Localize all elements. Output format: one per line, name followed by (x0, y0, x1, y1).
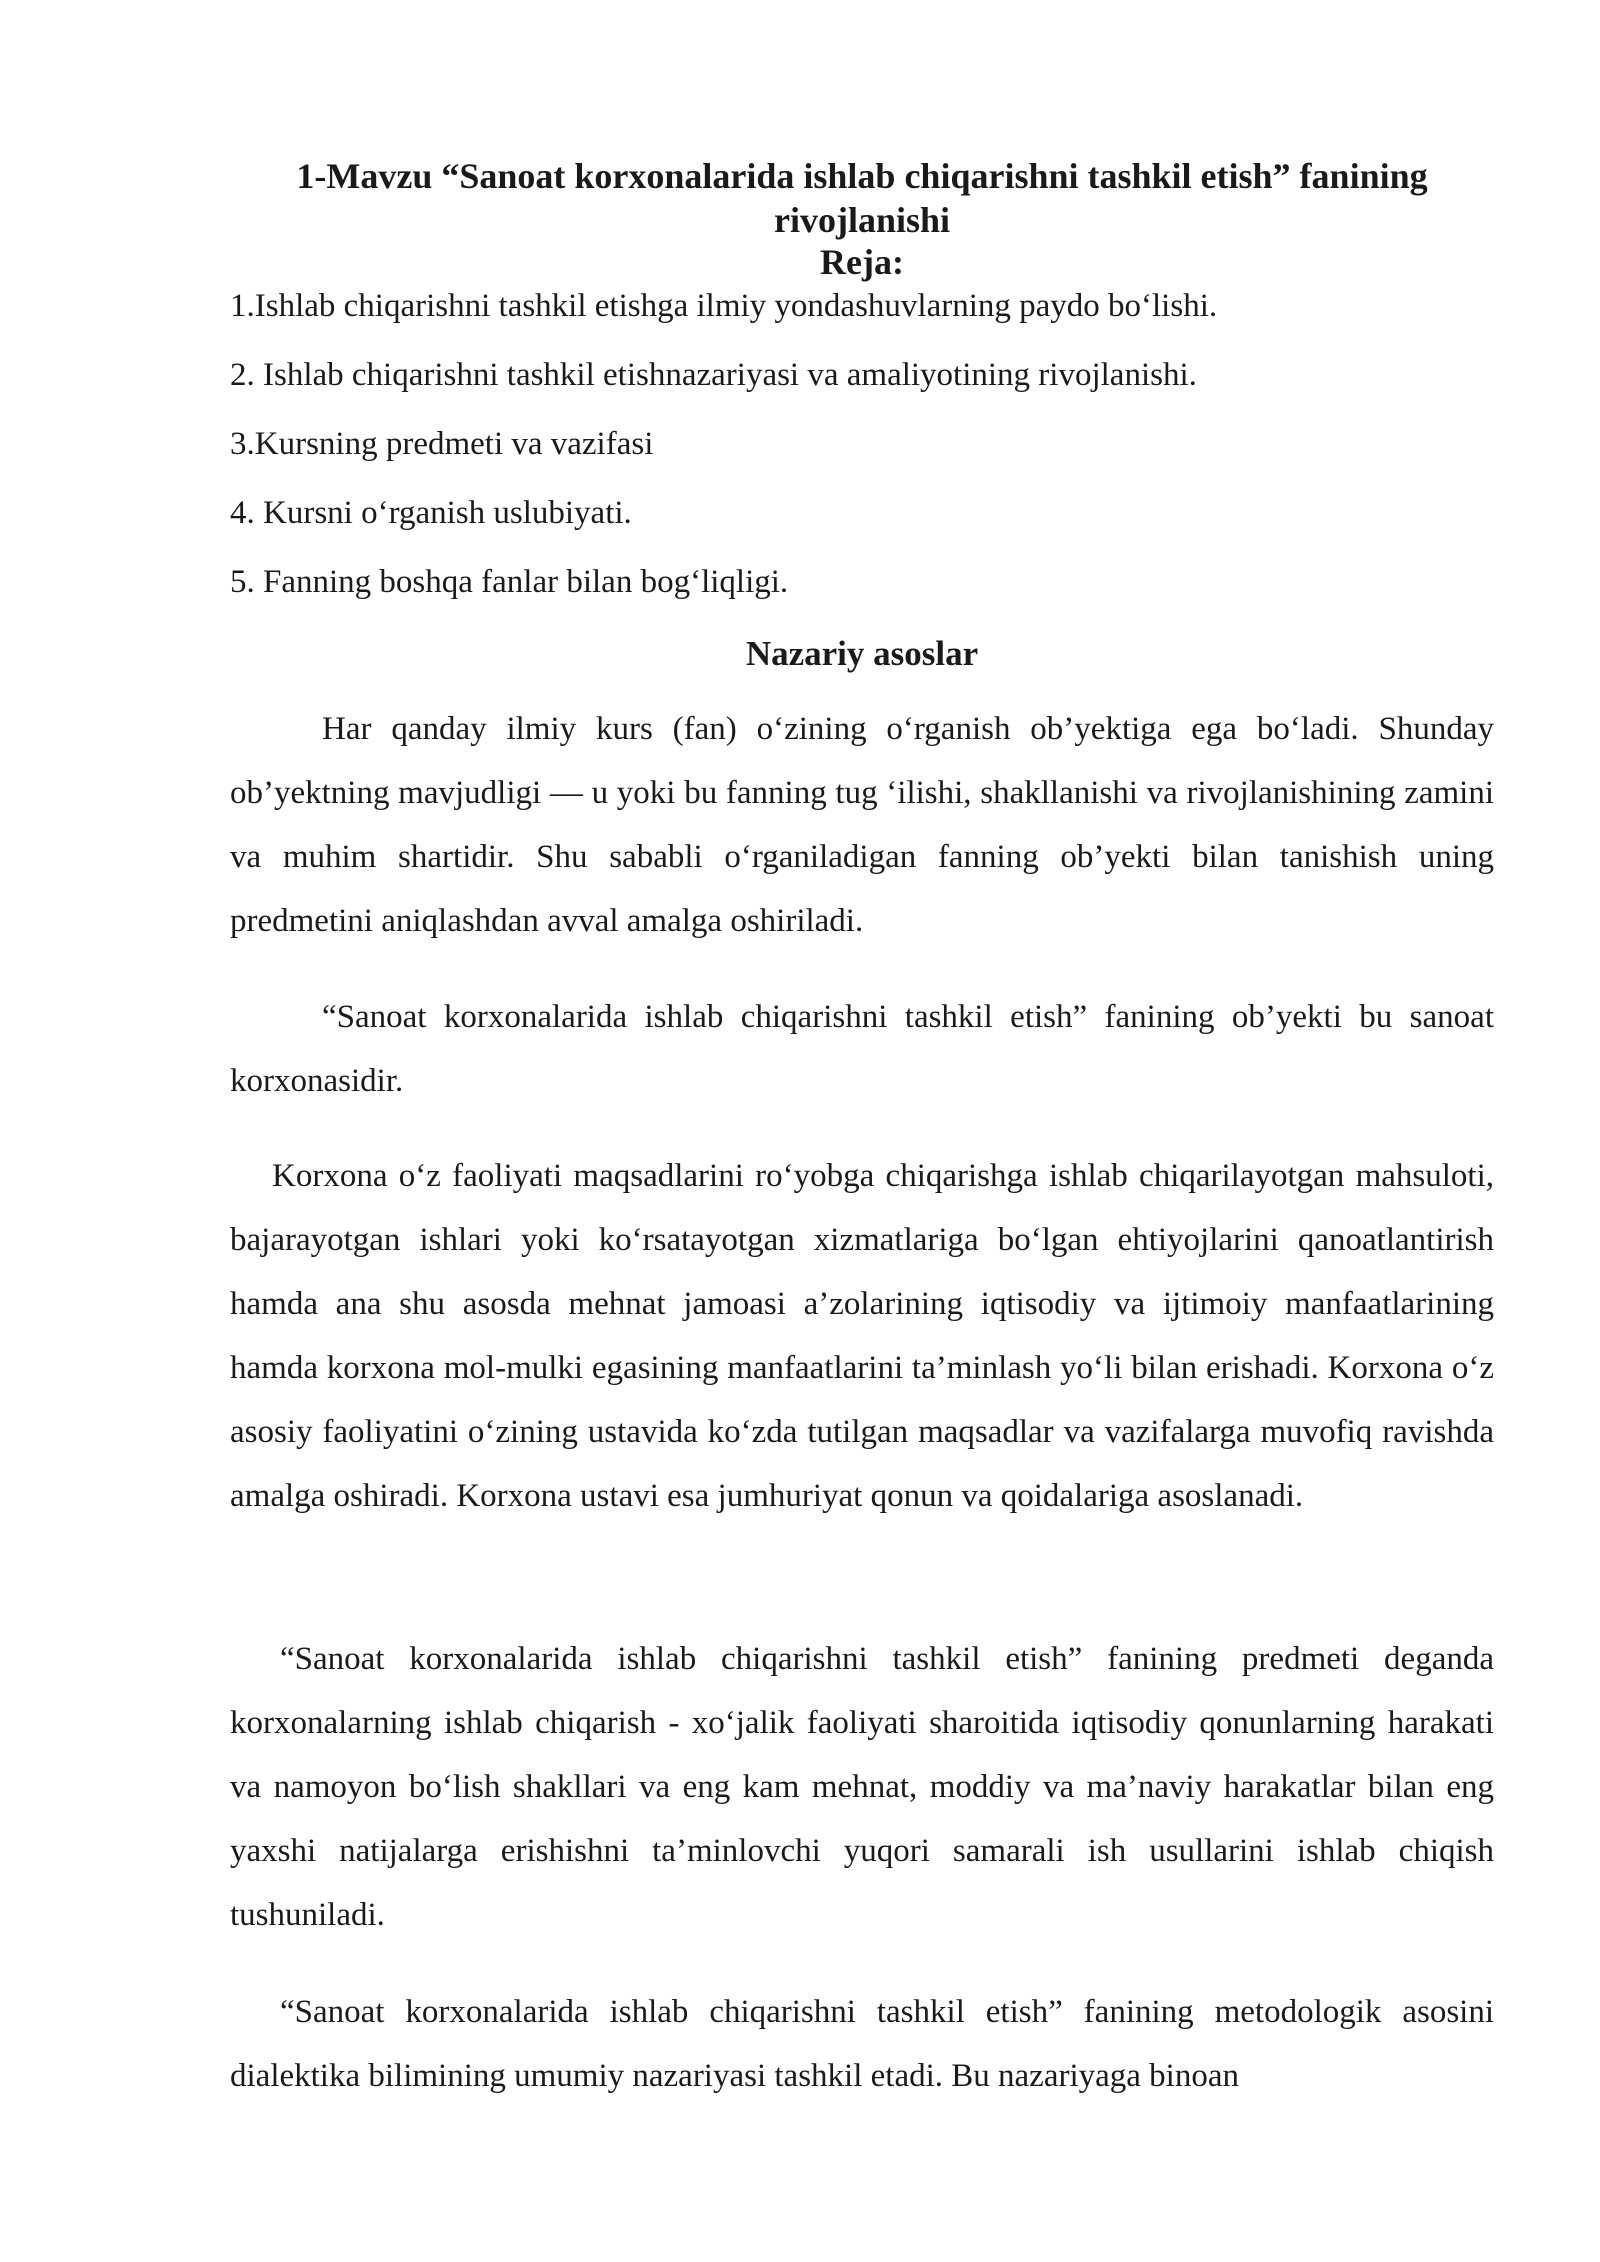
paragraph-5: “Sanoat korxonalarida ishlab chiqarishni tashkil etish” fanining metodologik asosini dialektika bilimining umumiy nazariyasi tashkil etadi. Bu nazariyaga binoan (230, 1994, 1494, 2094)
plan-item-4: 4. Kursni o‘rganish uslubiyati. (230, 495, 632, 531)
paragraph-2: “Sanoat korxonalarida ishlab chiqarishni tashkil etish” fanining ob’yekti bu sanoat korxonasidir. (230, 999, 1494, 1099)
document-title-line-2: rivojlanishi (773, 200, 951, 240)
paragraph-4: “Sanoat korxonalarida ishlab chiqarishni tashkil etish” fanining predmeti deganda korxonalarning ishlab chiqarish - xo‘jalik faoliyati sharoitida iqtisodiy qonunlarning harakati va namoyon bo‘lish shakllari va eng kam mehnat, moddiy va ma’naviy harakatlar bilan eng yaxshi natijalarga erishishni ta’minlovchi yuqori samarali ish usullarini ishlab chiqish tushuniladi. (230, 1641, 1494, 1933)
section-heading: Nazariy asoslar (745, 634, 979, 673)
paragraph-1: Har qanday ilmiy kurs (fan) o‘zining o‘rganish ob’yektiga ega bo‘ladi. Shunday ob’yektning mavjudligi — u yoki bu fanning tug ‘ilishi, shakllanishi va rivojlanishining zamini va muhim shartidir. Shu sababli o‘rganiladigan fanning ob’yekti bilan tanishish uning predmetini aniqlashdan avval amalga oshiriladi. (230, 711, 1494, 939)
plan-heading: Reja: (820, 242, 904, 282)
document-title-line-1: 1-Mavzu “Sanoat korxonalarida ishlab chiqarishni tashkil etish” fanining (296, 156, 1428, 196)
plan-item-5: 5. Fanning boshqa fanlar bilan bog‘liqligi. (230, 564, 789, 600)
paragraph-3: Korxona o‘z faoliyati maqsadlarini ro‘yobga chiqarishga ishlab chiqarilayotgan mahsuloti, bajarayotgan ishlari yoki ko‘rsatayotgan xizmatlariga bo‘lgan ehtiyojlarini qanoatlantirish hamda ana shu asosda mehnat jamoasi a’zolarining iqtisodiy va ijtimoiy manfaatlarining hamda korxona mol-mulki egasining manfaatlarini ta’minlash yo‘li bilan erishadi. Korxona o‘z asosiy faoliyatini o‘zining ustavida ko‘zda tutilgan maqsadlar va vazifalarga muvofiq ravishda amalga oshiradi. Korxona ustavi esa jumhuriyat qonun va qoidalariga asoslanadi. (230, 1158, 1494, 1514)
plan-item-1: 1.Ishlab chiqarishni tashkil etishga ilmiy yondashuvlarning paydo bo‘lishi. (230, 288, 1218, 324)
plan-item-2: 2. Ishlab chiqarishni tashkil etishnazariyasi va amaliyotining rivojlanishi. (230, 357, 1197, 393)
plan-item-3: 3.Kursning predmeti va vazifasi (230, 426, 654, 462)
